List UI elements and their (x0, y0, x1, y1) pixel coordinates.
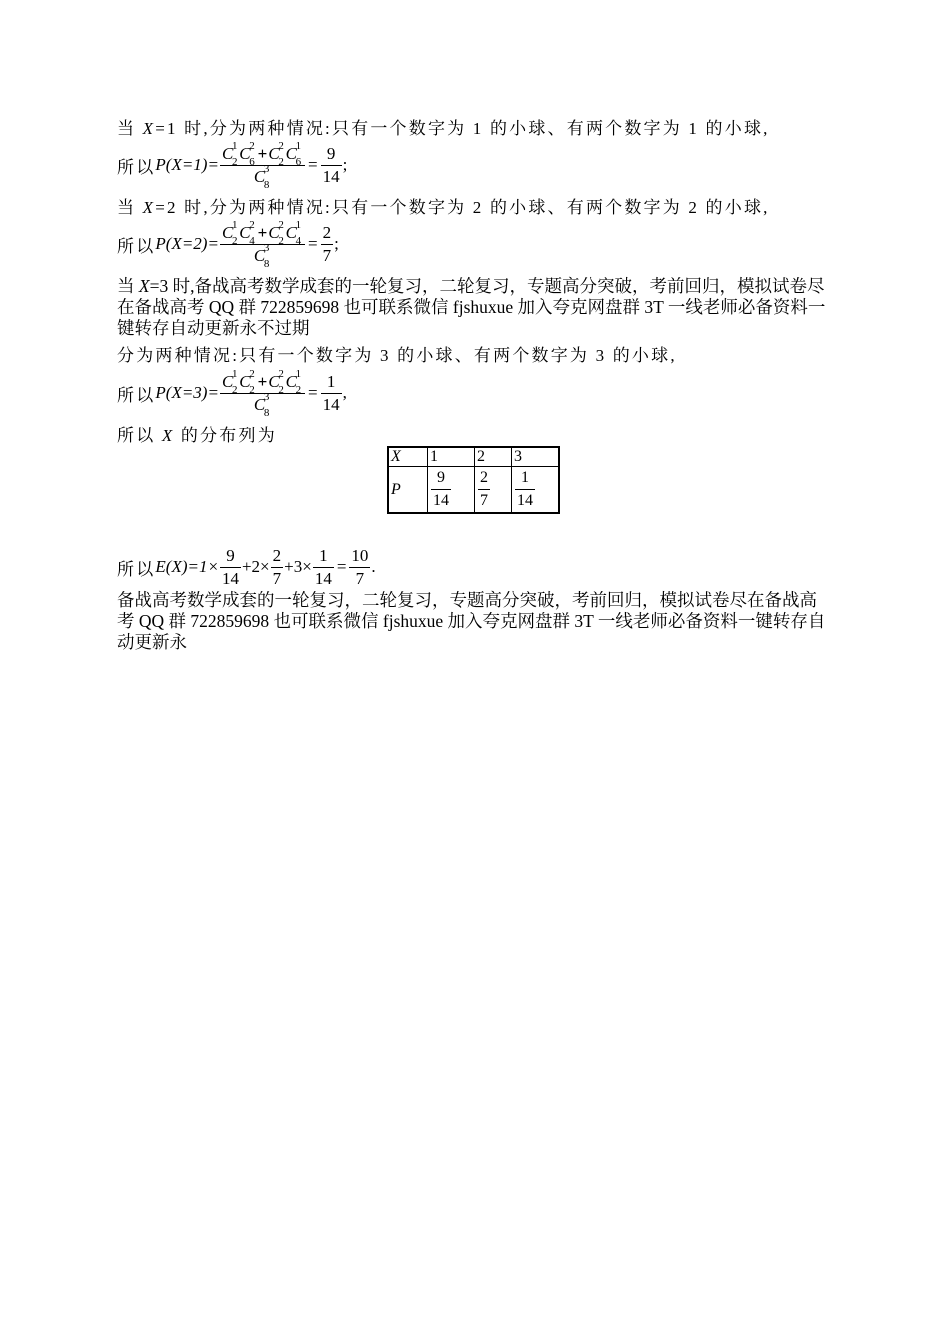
text: 分为两种情况:只有一个数字为 3 的小球、有两个数字为 3 的小球, (117, 346, 677, 365)
text: 当 (117, 276, 139, 296)
table-cell: P (388, 467, 428, 514)
prob-x1-formula: 所以 P(X=1)= C 1 2 C 2 6 +C 2 2 C 1 6 C 3 8 = $\frac{9}{14}$ ; (117, 139, 348, 191)
numerator: C 1 2 C 2 6 +C 2 2 C 1 6 (221, 139, 302, 168)
text: 所以 (117, 157, 156, 177)
numerator: C 1 2 C 2 2 +C 2 2 C 1 2 (221, 367, 302, 396)
var-x: X (142, 198, 156, 217)
combination-fraction (220, 218, 305, 270)
result-fraction: $\frac{2}{7}$ (322, 222, 332, 265)
table-cell: X (388, 447, 428, 467)
combination-fraction (220, 367, 305, 419)
expectation-formula: 所以 E(X)=1× $\frac{9}{14}$ +2× $\frac{2}{7}$ +3× $\frac{1}{14}$ = $\frac{10}{7}$ . (117, 545, 376, 588)
denominator: C 3 8 (253, 162, 270, 191)
prob-x2-formula: 所以 P(X=2)= C 1 2 C 2 4 +C 2 2 C 1 4 C 3 8 = $\frac{2}{7}$ ; (117, 218, 339, 270)
distribution-table (387, 446, 560, 514)
text: 所以 (117, 385, 156, 405)
ad-watermark-text: 备战高考数学成套的一轮复习，二轮复习，专题高分突破，考前回归，模拟试卷尽在备战高考 QQ 群 722859698 也可联系微信 fjshuxue 加入夸克网盘群 3T 一线老师必备资料一键转存自动更新永 (117, 590, 826, 652)
var-x: X (142, 119, 156, 138)
text: 所以 (117, 559, 156, 579)
text: , (342, 383, 347, 402)
table-cell: $\frac{9}{14}$ (428, 467, 475, 514)
case-x2-intro (117, 196, 770, 220)
table-cell: $\frac{1}{14}$ (512, 467, 560, 514)
var-x: X (161, 426, 175, 445)
table-row (388, 467, 559, 514)
text: 所以 (117, 236, 156, 256)
prob-label: P(X=1)= (155, 155, 219, 174)
combination-fraction (220, 139, 305, 191)
case-x3-cases (117, 344, 677, 368)
result-fraction: $\frac{1}{14}$ (322, 371, 340, 414)
prob-label: P(X=2)= (155, 234, 219, 253)
prob-label: P(X=3)= (155, 383, 219, 402)
table-header-row (388, 447, 559, 467)
table-cell: 2 (475, 447, 512, 467)
text: =2 时,分为两种情况:只有一个数字为 2 的小球、有两个数字为 2 的小球, (155, 198, 770, 217)
text: =3 时, (149, 276, 195, 296)
text: ; (342, 155, 348, 174)
denominator: C 3 8 (253, 241, 270, 270)
text: 当 (117, 119, 143, 138)
text: =1 时,分为两种情况:只有一个数字为 1 的小球、有两个数字为 1 的小球, (155, 119, 770, 138)
numerator: C 1 2 C 2 4 +C 2 2 C 1 4 (221, 218, 302, 247)
var-x: X (138, 276, 150, 296)
text: 所以 (117, 426, 162, 445)
prob-x3-formula: 所以 P(X=3)= C 1 2 C 2 2 +C 2 2 C 1 2 C 3 8 = $\frac{1}{14}$ , (117, 367, 347, 419)
text: 的分布列为 (174, 426, 277, 445)
case-x1-intro (117, 117, 770, 141)
result-fraction: $\frac{9}{14}$ (322, 143, 340, 186)
ad-watermark-text: 备战高考数学成套的一轮复习，二轮复习，专题高分突破，考前回归，模拟试卷尽在备战高考 QQ 群 722859698 也可联系微信 fjshuxue 加入夸克网盘群 3T 一线老师必备资料一键转存自动更新永不过期 (117, 276, 826, 338)
table-cell: 3 (512, 447, 560, 467)
text: ; (334, 234, 339, 253)
denominator: C 3 8 (253, 390, 270, 419)
ad-watermark-bottom (117, 590, 832, 653)
expectation-label: E(X)=1× (155, 557, 219, 576)
distribution-intro (117, 424, 277, 448)
text: 当 (117, 198, 143, 217)
table-cell: $\frac{2}{7}$ (475, 467, 512, 514)
case-x3-intro-with-ad (117, 276, 832, 339)
table-cell: 1 (428, 447, 475, 467)
